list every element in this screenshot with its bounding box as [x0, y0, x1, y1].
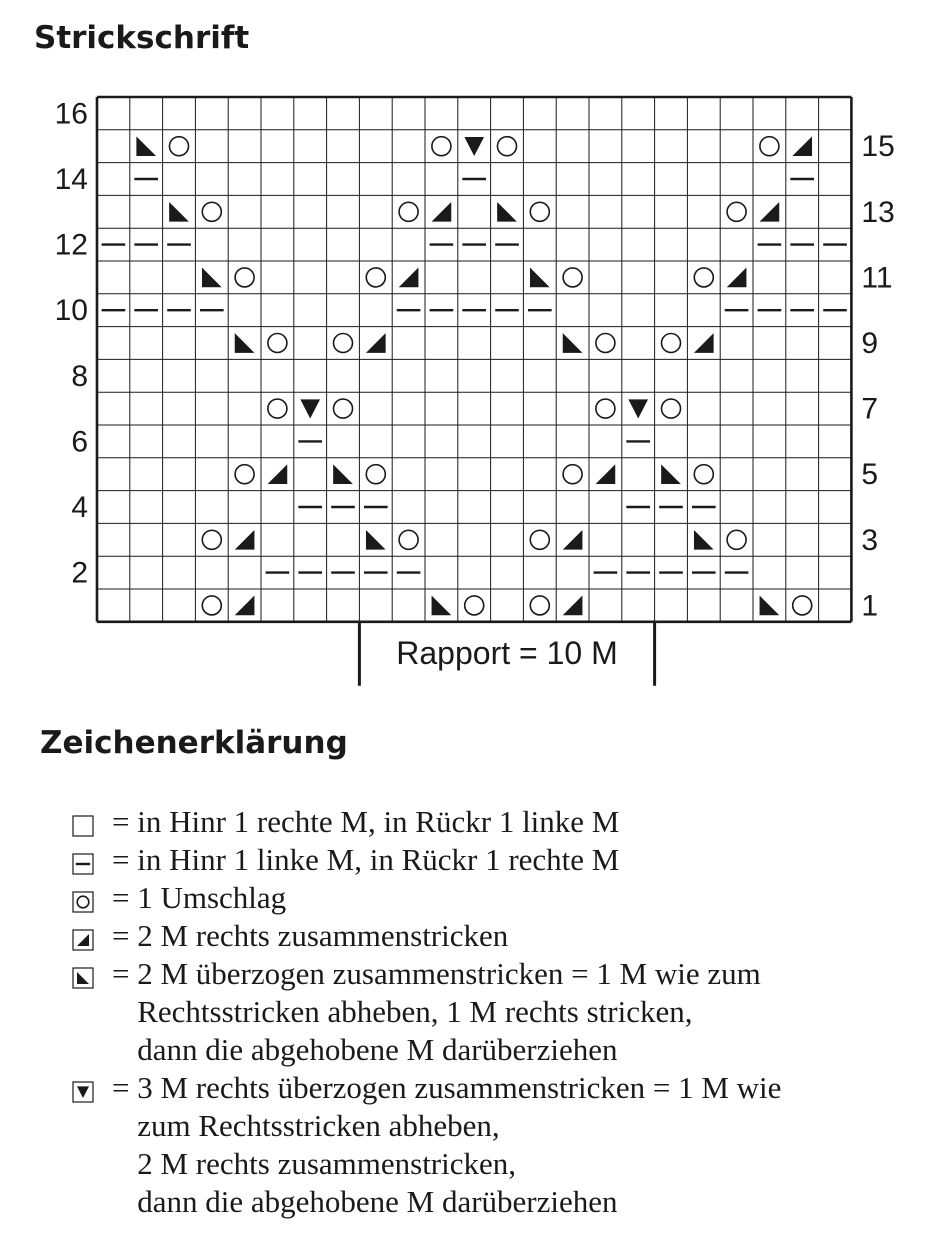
dash-icon: [72, 853, 94, 875]
legend-description-line: Rechtsstricken abheben, 1 M rechts stricken,: [137, 994, 693, 1029]
circle-icon: [530, 202, 549, 221]
chart-cell-symbol: [661, 464, 681, 484]
chart-cell-symbol: [235, 333, 255, 353]
chart-cell-symbol: [694, 530, 714, 550]
circle-icon: [727, 530, 746, 549]
right-row-number: 7: [861, 392, 879, 426]
legend-symbol: [72, 955, 112, 989]
left-slant-triangle-icon: [694, 530, 714, 550]
left-slant-triangle-icon: [563, 333, 583, 353]
legend-description: [137, 1069, 781, 1221]
legend-description-line: 2 M rechts zusammenstricken,: [137, 1146, 517, 1181]
legend-symbol-box: [73, 816, 93, 836]
circle-icon: [202, 596, 221, 615]
legend-description: [137, 803, 619, 841]
left-row-number: 12: [54, 228, 88, 262]
chart-cell-symbol: [596, 399, 615, 418]
down-triangle-icon: [72, 1081, 94, 1103]
chart-cell-symbol: [530, 268, 550, 288]
left-slant-triangle-icon: [72, 967, 94, 989]
legend-description: [137, 955, 761, 1069]
legend-list: [72, 803, 781, 1221]
right-slant-triangle-icon: [563, 530, 583, 550]
chart-cell-symbol: [333, 399, 352, 418]
circle-icon: [596, 399, 615, 418]
chart-cell-symbol: [563, 333, 583, 353]
left-slant-triangle-icon: [235, 333, 255, 353]
chart-cell-symbol: [333, 333, 352, 352]
left-row-number: 8: [71, 359, 88, 393]
circle-icon: [760, 137, 779, 156]
circle-icon: [530, 530, 549, 549]
knit-square-icon: [72, 815, 94, 837]
legend-description-line: in Hinr 1 linke M, in Rückr 1 rechte M: [137, 842, 620, 877]
circle-icon: [563, 465, 582, 484]
right-row-number: 15: [861, 130, 895, 164]
legend-symbol: [72, 803, 112, 837]
left-slant-triangle-icon: [202, 268, 222, 288]
legend-description: [137, 879, 286, 917]
legend-equals: =: [112, 842, 138, 877]
right-slant-triangle-icon: [366, 333, 386, 353]
right-row-number: 11: [861, 261, 893, 295]
left-row-number: 16: [54, 97, 88, 131]
chart-cell-symbol: [169, 202, 189, 222]
chart-cell-symbol: [727, 202, 746, 221]
chart-cell-symbol: [399, 530, 418, 549]
legend-item-empty: [72, 803, 781, 841]
circle-icon: [793, 596, 812, 615]
legend-symbol: [72, 841, 112, 875]
chart-cell-symbol: [596, 464, 616, 484]
chart-cell-symbol: [366, 530, 386, 550]
chart-cell-symbol: [530, 202, 549, 221]
right-slant-triangle-icon: [727, 268, 747, 288]
circle-icon: [202, 202, 221, 221]
right-row-number: 5: [861, 458, 879, 492]
right-row-number: 3: [861, 523, 879, 557]
legend-item-k2tog: [72, 917, 781, 955]
chart-cell-symbol: [563, 530, 583, 550]
legend-description-line: 2 M rechts zusammenstricken: [137, 918, 509, 953]
right-row-number: 13: [861, 195, 895, 229]
legend-title: Zeichenerklärung: [40, 725, 348, 761]
chart-cell-symbol: [268, 399, 287, 418]
chart-cell-symbol: [169, 137, 188, 156]
right-slant-triangle-icon: [235, 530, 255, 550]
chart-cell-symbol: [202, 202, 221, 221]
legend-description-line: 2 M überzogen zusammenstricken = 1 M wie zum: [137, 956, 761, 991]
chart-cell-symbol: [497, 137, 516, 156]
down-triangle-icon: [300, 399, 320, 418]
legend-equals: =: [112, 956, 138, 991]
chart-cell-symbol: [235, 268, 254, 287]
chart-cell-symbol: [202, 268, 222, 288]
legend-item-ssk: [72, 955, 781, 1069]
chart-cell-symbol: [694, 333, 714, 353]
chart-cell-symbol: [497, 202, 517, 222]
circle-icon: [399, 530, 418, 549]
left-slant-triangle-icon: [333, 464, 353, 484]
circle-icon: [563, 268, 582, 287]
circle-icon: [399, 202, 418, 221]
legend-symbol: [72, 1069, 112, 1103]
chart-cell-symbol: [300, 399, 320, 418]
circle-icon: [596, 333, 615, 352]
down-triangle-icon: [464, 137, 484, 156]
chart-cell-symbol: [432, 202, 452, 222]
right-slant-triangle-icon: [563, 596, 583, 616]
chart-cell-symbol: [792, 136, 812, 156]
left-slant-triangle-icon: [661, 464, 681, 484]
circle-icon: [268, 399, 287, 418]
legend-symbol: [72, 879, 112, 913]
chart-cell-symbol: [366, 333, 386, 353]
legend-description: [137, 917, 508, 955]
right-slant-triangle-icon: [596, 464, 616, 484]
circle-icon: [235, 268, 254, 287]
circle-icon: [366, 268, 385, 287]
legend-equals: =: [112, 804, 138, 839]
chart-cell-symbol: [366, 268, 385, 287]
chart-cell-symbol: [563, 268, 582, 287]
legend-description-line: in Hinr 1 rechte M, in Rückr 1 linke M: [137, 804, 620, 839]
chart-cell-symbol: [628, 399, 648, 418]
chart-cell-symbol: [235, 530, 255, 550]
chart-cell-symbol: [399, 202, 418, 221]
chart-cell-symbol: [432, 596, 452, 616]
right-slant-triangle-icon: [235, 596, 255, 616]
left-slant-triangle-icon: [760, 596, 780, 616]
down-triangle-icon: [628, 399, 648, 418]
legend-item-purl: [72, 841, 781, 879]
circle-icon: [727, 202, 746, 221]
chart-cell-symbol: [727, 530, 746, 549]
chart-symbols: [102, 136, 847, 615]
right-slant-triangle-icon: [792, 136, 812, 156]
circle-icon: [497, 137, 516, 156]
legend-item-yo: [72, 879, 781, 917]
chart-cell-symbol: [563, 465, 582, 484]
legend-description: [137, 841, 619, 879]
left-slant-triangle-icon: [366, 530, 386, 550]
left-row-numbers: [55, 97, 88, 589]
circle-icon: [268, 333, 287, 352]
circle-icon: [235, 465, 254, 484]
left-slant-triangle-icon: [169, 202, 189, 222]
circle-icon: [694, 465, 713, 484]
chart-cell-symbol: [464, 137, 484, 156]
legend-description-line: 1 Umschlag: [137, 880, 287, 915]
chart-cell-symbol: [760, 596, 780, 616]
circle-icon: [333, 399, 352, 418]
right-slant-triangle-icon: [694, 333, 714, 353]
circle-icon: [432, 137, 451, 156]
left-row-number: 14: [54, 163, 88, 196]
chart-cell-symbol: [596, 333, 615, 352]
chart-cell-symbol: [530, 596, 549, 615]
chart-cell-symbol: [235, 465, 254, 484]
chart-cell-symbol: [202, 596, 221, 615]
circle-icon: [169, 137, 188, 156]
circle-icon: [202, 530, 221, 549]
rapport-label: Rapport = 10 M: [396, 634, 618, 671]
rapport-bracket: [359, 622, 654, 686]
legend-item-s2kp: [72, 1069, 781, 1221]
chart-cell-symbol: [694, 268, 713, 287]
left-row-number: 6: [71, 425, 88, 459]
chart-cell-symbol: [268, 464, 288, 484]
circle-icon: [465, 596, 484, 615]
chart-cell-symbol: [399, 268, 419, 288]
chart-cell-symbol: [333, 464, 353, 484]
chart-cell-symbol: [760, 202, 780, 222]
right-slant-triangle-icon: [268, 464, 288, 484]
chart-cell-symbol: [235, 596, 255, 616]
right-slant-triangle-icon: [432, 202, 452, 222]
left-slant-triangle-icon: [497, 202, 517, 222]
left-slant-triangle-icon: [136, 136, 156, 156]
right-row-numbers: [861, 130, 894, 622]
chart-cell-symbol: [793, 596, 812, 615]
chart-cell-symbol: [366, 465, 385, 484]
left-slant-triangle-icon: [530, 268, 550, 288]
chart-cell-symbol: [760, 137, 779, 156]
circle-icon: [661, 333, 680, 352]
chart-cell-symbol: [661, 333, 680, 352]
left-row-number: 4: [71, 491, 88, 524]
chart-cell-symbol: [202, 530, 221, 549]
right-slant-triangle-icon: [399, 268, 419, 288]
legend-equals: =: [112, 1070, 138, 1105]
chart-cell-symbol: [563, 596, 583, 616]
chart-cell-symbol: [727, 268, 747, 288]
circle-icon: [366, 465, 385, 484]
circle-icon: [72, 891, 94, 913]
left-row-number: 10: [54, 294, 88, 328]
right-slant-triangle-icon: [72, 929, 94, 951]
legend-equals: =: [112, 918, 138, 953]
chart-cell-symbol: [530, 530, 549, 549]
legend-description-line: dann die abgehobene M darüberziehen: [137, 1184, 618, 1219]
chart-cell-symbol: [661, 399, 680, 418]
chart-grid: [97, 97, 851, 622]
chart-cell-symbol: [136, 136, 156, 156]
legend-equals: =: [112, 880, 138, 915]
right-row-number: 9: [861, 327, 879, 360]
circle-icon: [661, 399, 680, 418]
chart-title: Strickschrift: [34, 20, 250, 56]
chart-cell-symbol: [465, 596, 484, 615]
left-slant-triangle-icon: [432, 596, 452, 616]
legend-symbol: [72, 917, 112, 951]
chart-cell-symbol: [694, 465, 713, 484]
circle-icon: [694, 268, 713, 287]
right-row-number: 1: [861, 589, 879, 623]
right-slant-triangle-icon: [760, 202, 780, 222]
left-row-number: 2: [71, 556, 88, 590]
chart-cell-symbol: [268, 333, 287, 352]
legend-description-line: zum Rechtsstricken abheben,: [137, 1108, 500, 1143]
circle-icon: [530, 596, 549, 615]
chart-cell-symbol: [432, 137, 451, 156]
legend-description-line: 3 M rechts überzogen zusammenstricken = 1 M wie: [137, 1070, 782, 1105]
circle-icon: [333, 333, 352, 352]
legend-description-line: dann die abgehobene M darüberziehen: [137, 1032, 618, 1067]
legend-symbol-box: [73, 892, 93, 912]
